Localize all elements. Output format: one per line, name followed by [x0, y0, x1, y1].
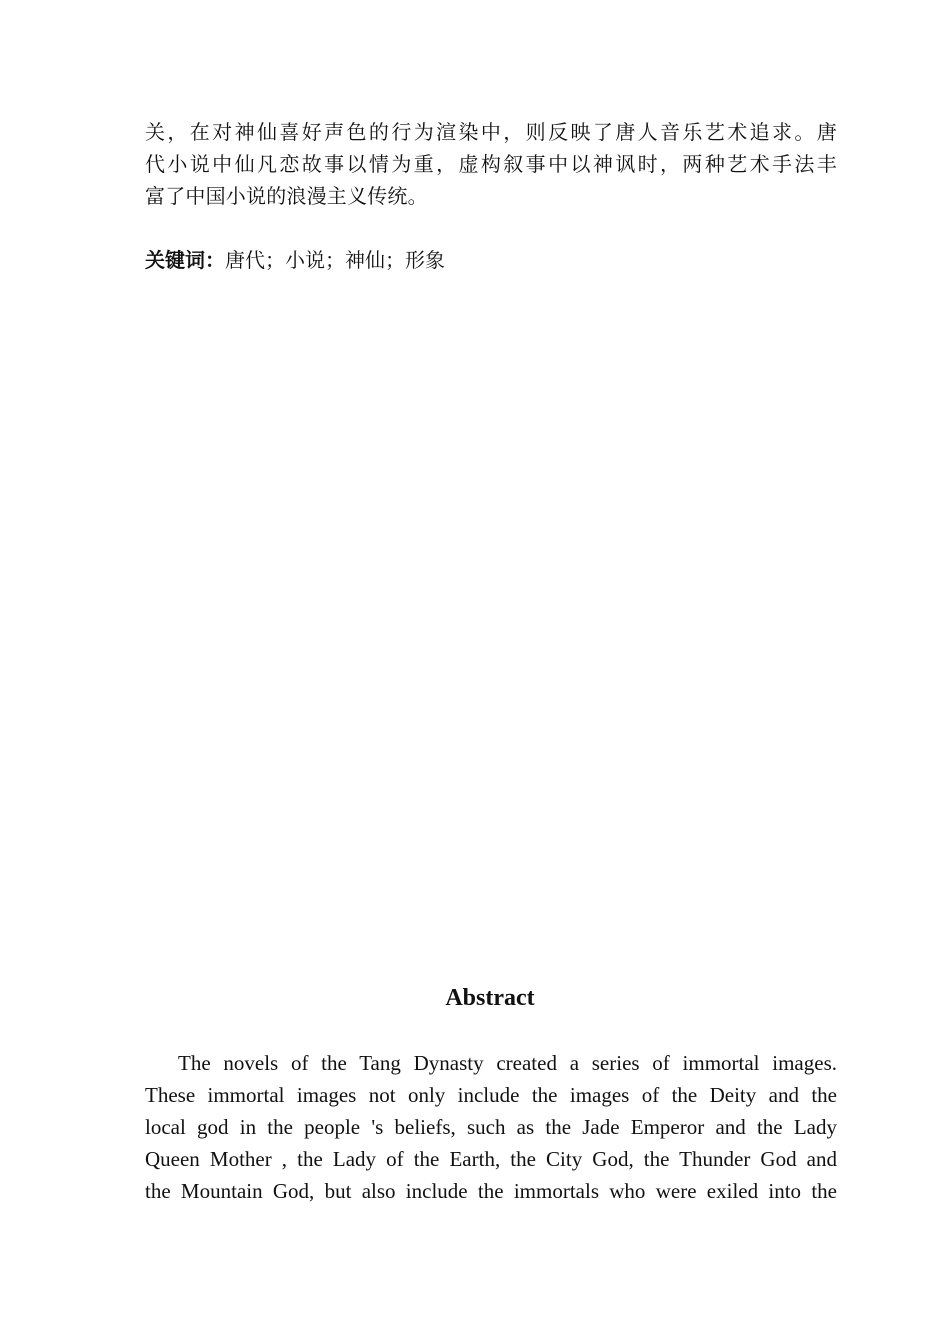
english-abstract-line: These immortal images not only include the images of the Deity and the	[145, 1083, 837, 1107]
keywords-label: 关键词：	[145, 248, 225, 272]
chinese-abstract-line: 富了中国小说的浪漫主义传统。	[145, 184, 428, 208]
english-abstract-line: local god in the people 's beliefs, such as the Jade Emperor and the Lady	[145, 1115, 837, 1139]
chinese-abstract-paragraph	[145, 116, 837, 212]
english-abstract-line: Queen Mother , the Lady of the Earth, the City God, the Thunder God and	[145, 1147, 837, 1171]
abstract-heading: Abstract	[445, 985, 535, 1011]
english-abstract-line: The novels of the Tang Dynasty created a series of immortal images.	[178, 1051, 837, 1075]
chinese-abstract-line: 关，在对神仙喜好声色的行为渲染中，则反映了唐人音乐艺术追求。唐	[145, 120, 837, 144]
keywords	[145, 244, 445, 277]
chinese-abstract-line: 代小说中仙凡恋故事以情为重，虚构叙事中以神讽时，两种艺术手法丰	[145, 152, 837, 176]
english-abstract-line: the Mountain God, but also include the immortals who were exiled into the	[145, 1179, 837, 1203]
keywords-values: 唐代；小说；神仙；形象	[225, 248, 445, 272]
english-abstract-paragraph	[145, 1047, 837, 1207]
